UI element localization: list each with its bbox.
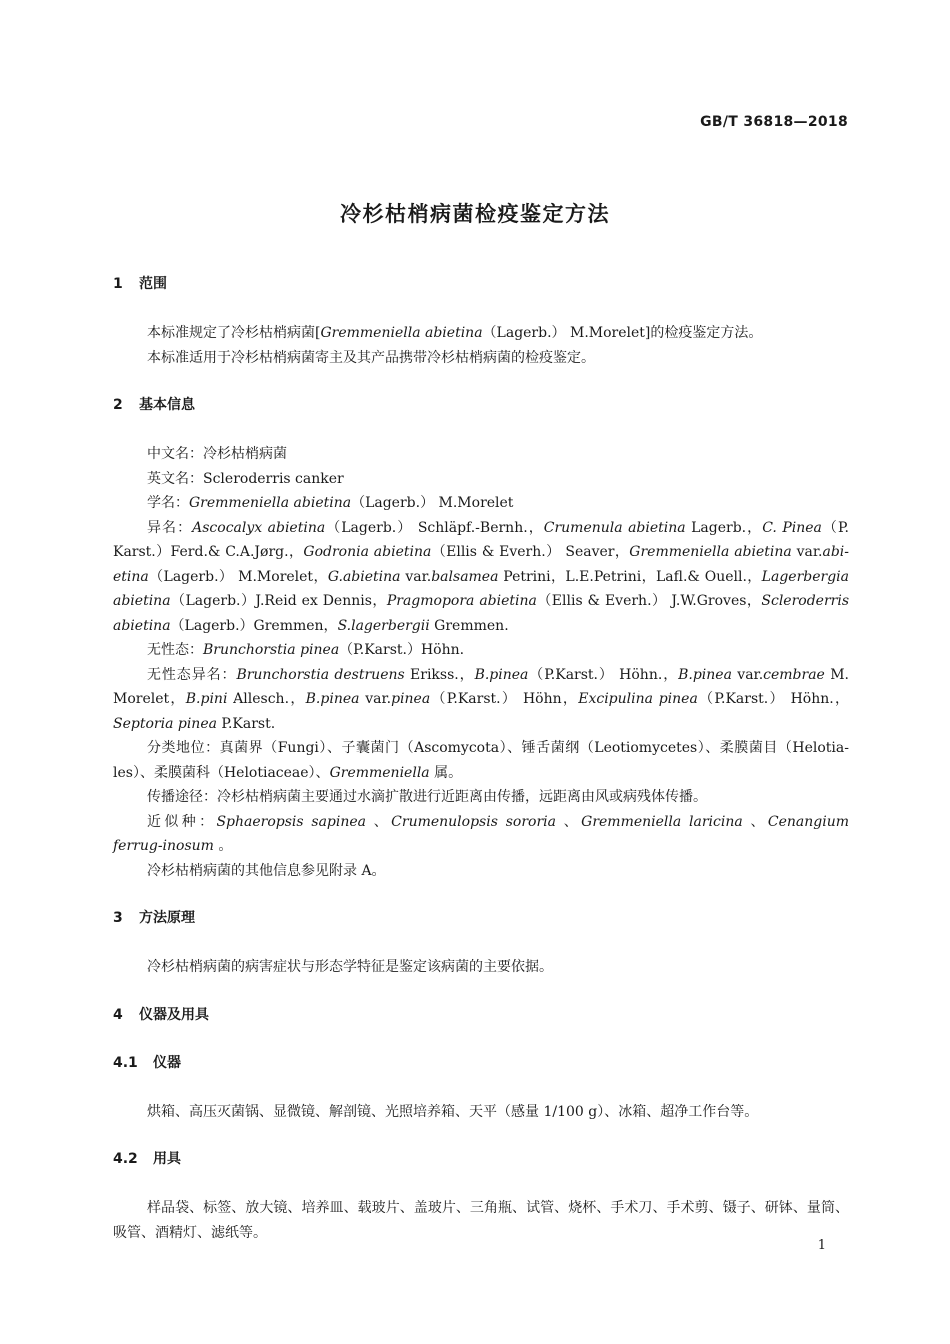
text-run: Lagerb.，: [685, 519, 763, 536]
text-run: （P.Karst.） Höhn.，: [697, 691, 849, 707]
english-name: 英文名：Scleroderris canker: [147, 470, 344, 487]
scientific-name-text: Septoria pinea: [113, 715, 217, 732]
section-number: 4: [113, 1006, 123, 1023]
text-run: （Ellis & Everh.） Seaver，: [431, 544, 630, 560]
section-heading-basic-info: [113, 394, 849, 416]
section-number: 4.1: [113, 1054, 138, 1071]
scientific-name-text: pinea: [391, 691, 431, 707]
section-title: 方法原理: [139, 910, 195, 926]
section-title: 基本信息: [139, 397, 195, 413]
text-run: var.: [400, 568, 432, 585]
scientific-name-text: Gremmeniella abietina: [629, 544, 792, 560]
subsection-heading-tools: [113, 1148, 849, 1170]
subsection-heading-instruments: [113, 1052, 849, 1074]
text-run: 、: [555, 813, 582, 830]
scientific-name-text: G.abietina: [327, 568, 401, 585]
principle-paragraph: 冷杉枯梢病菌的病害症状与形态学特征是鉴定该病菌的主要依据。: [147, 959, 553, 975]
scientific-name-text: Scleroderris abietina: [113, 593, 849, 634]
scientific-name-text: abi-etina: [113, 544, 849, 585]
section-number: 1: [113, 276, 123, 292]
section-title: 仪器及用具: [139, 1006, 209, 1023]
scientific-name-text: C. Pinea: [762, 519, 822, 536]
scientific-name-text: S.lagerbergii: [337, 617, 430, 634]
text-run: var.: [731, 666, 764, 683]
instruments-paragraph: 烘箱、高压灭菌锅、显微镜、解剖镜、光照培养箱、天平（感量 1/100 g）、冰箱、超净工作台等。: [147, 1103, 759, 1120]
scientific-name-text: Pragmopora abietina: [386, 593, 537, 609]
section-title: 用具: [153, 1151, 181, 1167]
scientific-name-text: B.pinea: [678, 666, 732, 683]
synonyms: [113, 516, 849, 639]
scientific-name-text: Ascocalyx abietina: [192, 519, 326, 536]
text-run: M. Morelet，: [113, 666, 849, 707]
text-run: P.Karst.: [216, 715, 276, 732]
scientific-name-text: Brunchorstia destruens: [236, 666, 405, 683]
scientific-name-text: cembrae: [763, 666, 825, 683]
text-run: （Lagerb.）J.Reid ex Dennis，: [170, 593, 387, 609]
text-run: 。: [213, 838, 233, 854]
text-run: （Lagerb.） Schläpf.-Bernh.，: [325, 519, 544, 536]
scope-paragraph-2: 本标准适用于冷杉枯梢病菌寄主及其产品携带冷杉枯梢病菌的检疫鉴定。: [147, 349, 595, 366]
text-run: （P.Karst.） Höhn.，: [528, 666, 679, 683]
text-run: 近似种：: [147, 813, 217, 830]
text-run: Petrini，L.E.Petrini，Lafl.& Ouell.，: [498, 568, 762, 585]
section-number: 2: [113, 397, 123, 413]
text-run: （P.Karst.） Höhn，: [430, 691, 579, 707]
section-heading-principle: [113, 907, 849, 929]
text-run: 、: [742, 813, 768, 830]
section-number: 3: [113, 910, 123, 926]
anamorph: 无性态：Brunchorstia pinea（P.Karst.）Höhn.: [147, 642, 465, 658]
scientific-name-text: B.pinea: [474, 666, 529, 683]
related-species: [113, 810, 849, 859]
page-number: 1: [817, 1238, 826, 1253]
text-run: 异名：: [147, 519, 193, 536]
scientific-name-text: Gremmeniella laricina: [581, 813, 743, 830]
text-run: Gremmen.: [429, 617, 509, 634]
taxonomy: 分类地位：真菌界（Fungi）、子囊菌门（Ascomycota）、锤舌菌纲（Leotiomycetes）、柔膜菌目（Helotia-les）、柔膜菌科（Helotiaceae）、Gremmeniella 属。: [113, 740, 849, 781]
text-run: var.: [359, 691, 392, 707]
appendix-note: 冷杉枯梢病菌的其他信息参见附录 A。: [147, 862, 386, 879]
section-title: 仪器: [153, 1054, 181, 1071]
scientific-name: 学名：Gremmeniella abietina（Lagerb.） M.Morelet: [147, 495, 514, 511]
standard-number: GB/T 36818—2018: [700, 114, 848, 130]
text-run: 、: [366, 813, 392, 830]
scientific-name-text: Lagerbergia abietina: [113, 568, 849, 609]
transmission: 传播途径：冷杉枯梢病菌主要通过水滴扩散进行近距离由传播，远距离由风或病残体传播。: [147, 789, 707, 805]
scientific-name-text: B.pini: [185, 691, 228, 707]
scientific-name-text: Excipulina pinea: [578, 691, 698, 707]
scientific-name-text: B.pinea: [305, 691, 360, 707]
scientific-name-text: Crumenula abietina: [543, 519, 686, 536]
text-run: （Lagerb.）Gremmen，: [170, 617, 338, 634]
text-run: （Ellis & Everh.） J.W.Groves，: [536, 593, 762, 609]
section-heading-scope: [113, 273, 849, 295]
scope-paragraph-1: 本标准规定了冷杉枯梢病菌[Gremmeniella abietina（Lagerb.） M.Morelet]的检疫鉴定方法。: [147, 325, 763, 341]
document-body: [113, 273, 849, 1245]
text-run: Erikss.，: [404, 666, 475, 683]
text-run: Allesch.，: [227, 691, 306, 707]
scientific-name-text: Crumenulopsis sororia: [391, 813, 556, 830]
text-run: 无性态异名：: [147, 666, 237, 683]
section-number: 4.2: [113, 1151, 138, 1167]
text-run: （Lagerb.） M.Morelet，: [148, 568, 328, 585]
document-title: 冷杉枯梢病菌检疫鉴定方法: [340, 202, 610, 226]
text-run: var.: [791, 544, 823, 560]
scientific-name-text: balsamea: [431, 568, 499, 585]
tools-paragraph: 样品袋、标签、放大镜、培养皿、载玻片、盖玻片、三角瓶、试管、烧杯、手术刀、手术剪、镊子、研钵、量筒、吸管、酒精灯、滤纸等。: [113, 1200, 849, 1241]
text-run: （P. Karst.）Ferd.& C.A.Jørg.，: [113, 519, 849, 560]
section-title: 范围: [139, 276, 167, 292]
chinese-name: 中文名：冷杉枯梢病菌: [147, 446, 287, 462]
scientific-name-text: Cenangium ferrug-inosum: [113, 813, 849, 854]
scientific-name-text: Godronia abietina: [303, 544, 432, 560]
section-heading-equipment: [113, 1004, 849, 1026]
scientific-name-text: Sphaeropsis sapinea: [216, 813, 366, 830]
anamorph-synonyms: [113, 663, 849, 737]
